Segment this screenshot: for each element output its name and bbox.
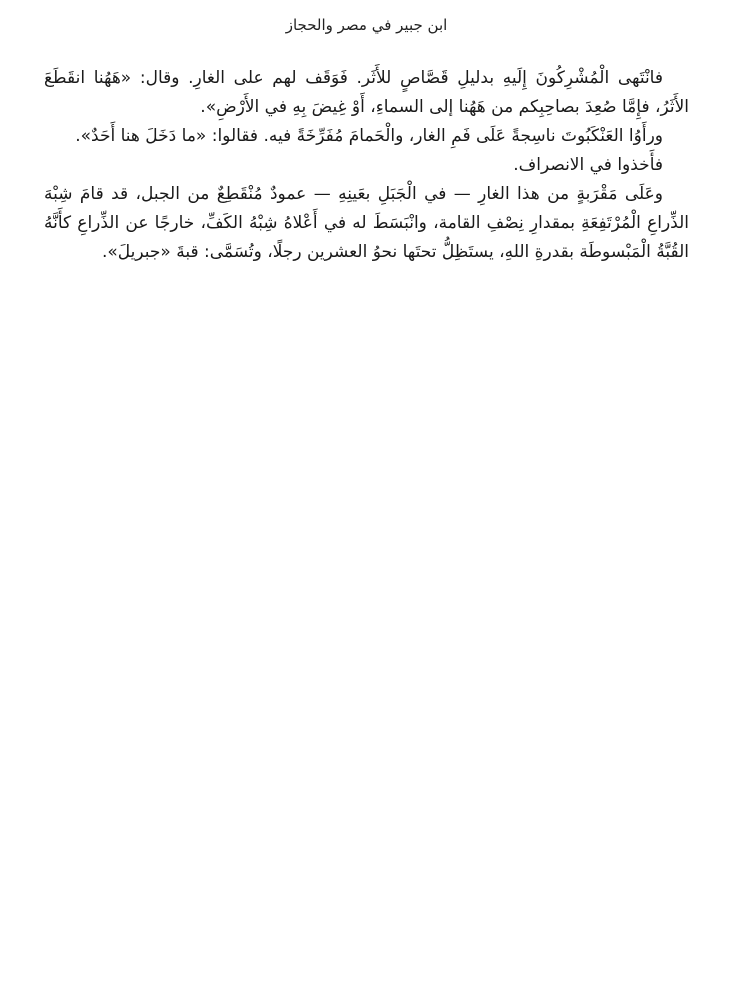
paragraph-2: ورأَوُا العَنْكَبُوتَ ناسِجةً عَلَى فَمِ الغار، والْحَمامَ مُفَرِّخَةً فيه. فقالوا: «ما دَخَلَ هنا أَحَدٌ». xyxy=(75,126,663,146)
body-text xyxy=(44,64,689,267)
paragraph-3: فأَخذوا في الانصراف. xyxy=(513,155,663,175)
paragraph-1: فانْتَهى الْمُشْرِكُونَ إِلَيهِ بدليلِ قَصَّاصٍ للأَثَر. فَوَقَف لهم على الغارِ. وقال: «هَهُنا انقَطَعَ الأَثَرُ، فإِمَّا صُعِدَ بصاحِبِكم من هَهُنا إلى السماءِ، أَوْ غِيضَ بِهِ في الأَرْضِ». xyxy=(44,68,689,117)
running-header-title: ابن جبير في مصر والحجاز xyxy=(285,16,448,34)
paragraph-4: وعَلَى مَقْرَبةٍ من هذا الغارِ — في الْجَبَلِ بعَينِهِ — عمودٌ مُنْقَطِعٌ من الجبل، قد قامَ شِبْهَ الذِّراعِ الْمُرْتَفِعَةِ بمقدارِ نِصْفِ القامة، وانْبَسَطَ له في أَعْلاهُ شِبْهُ الكَفِّ، خارجًا عن الذِّراعِ كأَنَّهُ القُبَّةُ الْمَبْسوطَة بقدرةِ اللهِ، يستَظِلُّ تحتَها نحوُ العشرين رجلًا، وتُسَمَّى: قبةَ «جبريلَ». xyxy=(44,184,689,262)
